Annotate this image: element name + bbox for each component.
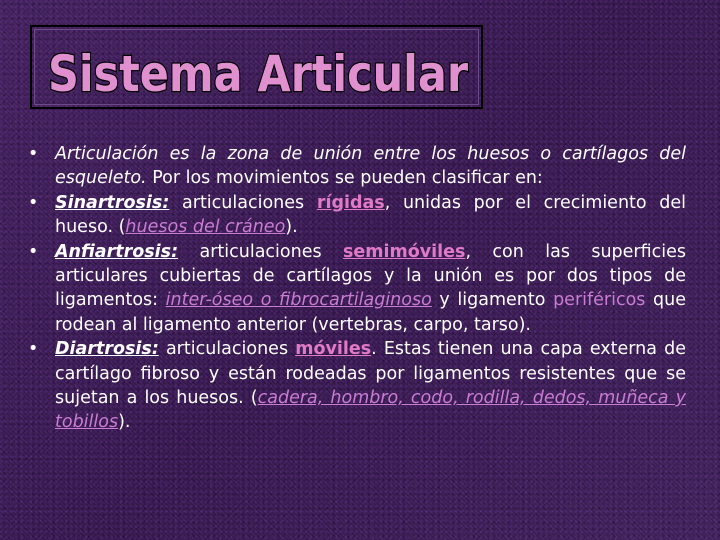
body-text: ). [285,217,298,238]
list-item-articulacion [28,142,686,191]
term-label: Anfiartrosis: [55,241,179,262]
keyword: rígidas [316,192,385,213]
title-graphic [32,27,485,111]
body-text: . Estas tienen una capa externa de cartílago fibroso y están rodeadas por ligamentos resistentes que se sujetan a los huesos. ( [55,339,686,409]
example-text: cadera, hombro, codo, rodilla, dedos, muñeca y tobillos [55,388,686,433]
bullet-list [28,142,686,435]
bullet-icon: • [28,339,39,360]
content-area [28,142,686,435]
intro-text: Por los movimientos se pueden clasificar en: [146,168,543,189]
list-item-diartrosis [28,337,686,435]
title-frame [30,25,483,109]
list-item-anfiartrosis [28,240,686,338]
list-item-sinartrosis [28,191,686,240]
definition-text: Articulación es la zona de unión entre los huesos o cartílagos del esqueleto. [55,144,686,189]
term-label: Sinartrosis: [55,192,170,213]
body-text: que rodean al ligamento anterior (vertebras, carpo, tarso). [55,290,687,335]
example-text: huesos del cráneo [125,217,286,238]
body-text: ). [118,412,131,433]
keyword: semimóviles [342,241,466,262]
bullet-icon: • [28,144,39,164]
body-text: articulaciones [169,192,317,213]
body-text: , unidas por el crecimiento del hueso. ( [55,192,687,238]
body-text: y ligamento [431,290,554,311]
body-text: , con las superficies articulares cubiertas de cartílagos y la unión es por dos tipos de ligamentos: [55,241,686,311]
keyword: móviles [295,339,372,360]
bullet-icon: • [28,241,39,262]
body-text: articulaciones [158,339,296,360]
page-title: Sistema Articular [48,45,469,103]
example-text: inter-óseo o fibrocartilaginoso [165,290,432,311]
bullet-icon: • [28,192,39,213]
example-text: periféricos [553,290,646,311]
body-text: articulaciones [178,241,343,262]
term-label: Diartrosis: [55,339,159,360]
